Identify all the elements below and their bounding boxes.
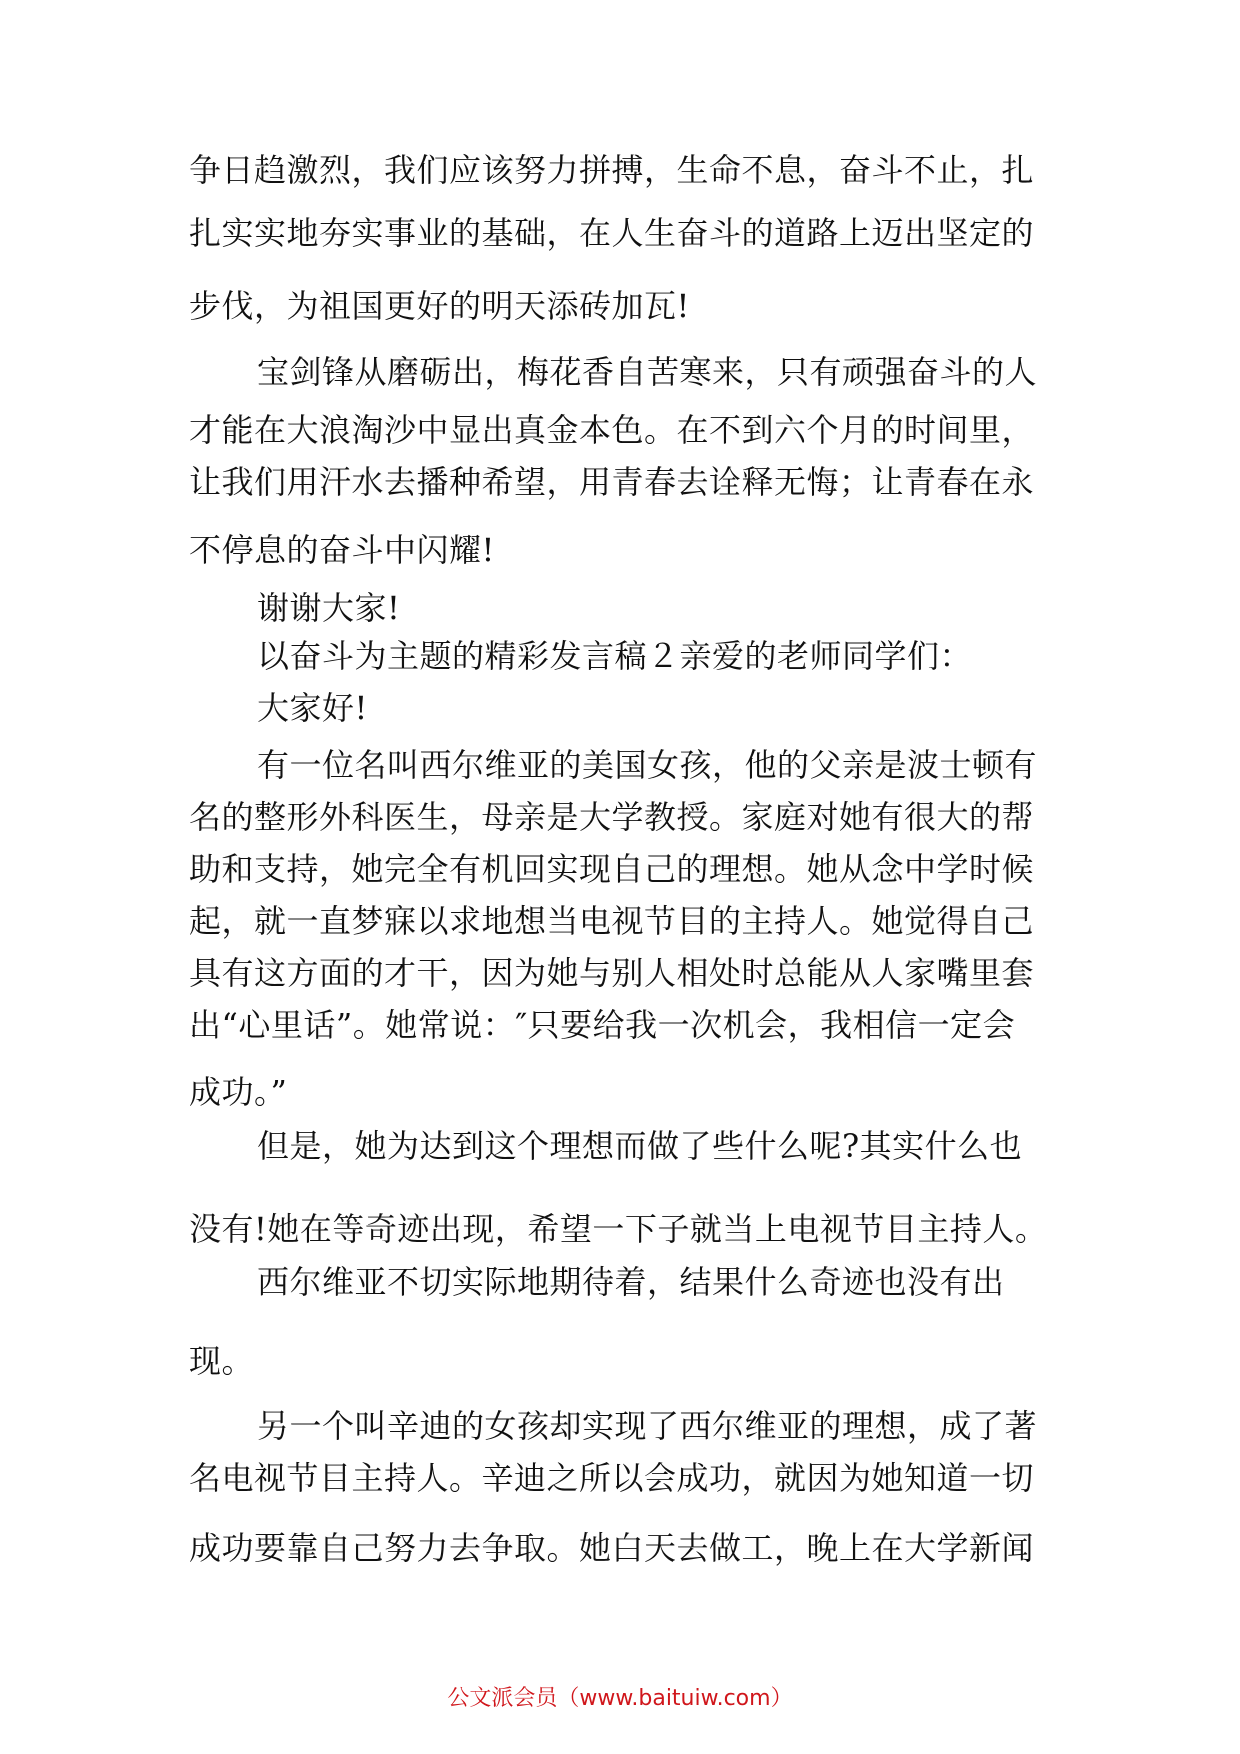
text-line: 不停息的奋斗中闪耀! — [189, 531, 495, 569]
text-line: 西尔维亚不切实际地期待着，结果什么奇迹也没有出 — [257, 1263, 1005, 1301]
text-line: 起，就一直梦寐以求地想当电视节目的主持人。她觉得自己 — [189, 902, 1035, 940]
text-line: 宝剑锋从磨砺出，梅花香自苦寒来，只有顽强奋斗的人 — [257, 353, 1038, 391]
text-line: 大家好! — [257, 689, 368, 727]
text-line: 但是，她为达到这个理想而做了些什么呢?其实什么也 — [257, 1127, 1023, 1165]
text-line: 没有!她在等奇迹出现，希望一下子就当上电视节目主持人。 — [189, 1210, 1048, 1248]
text-line: 谢谢大家! — [257, 589, 401, 627]
text-line: 成功。” — [189, 1073, 288, 1111]
text-line: 出“心里话”。她常说：″只要给我一次机会，我相信一定会 — [189, 1006, 1016, 1044]
text-line: 以奋斗为主题的精彩发言稿２亲爱的老师同学们： — [257, 637, 973, 675]
text-line: 让我们用汗水去播种希望，用青春去诠释无悔；让青春在永 — [189, 463, 1035, 501]
text-line: 争日趋激烈，我们应该努力拼搏，生命不息，奋斗不止，扎 — [189, 151, 1035, 189]
text-line: 名的整形外科医生，母亲是大学教授。家庭对她有很大的帮 — [189, 798, 1035, 836]
text-line: 具有这方面的才干，因为她与别人相处时总能从人家嘴里套 — [189, 954, 1035, 992]
text-line: 现。 — [189, 1342, 255, 1380]
text-line: 另一个叫辛迪的女孩却实现了西尔维亚的理想，成了著 — [257, 1407, 1038, 1445]
text-line: 步伐，为祖国更好的明天添砖加瓦! — [189, 287, 690, 325]
text-line: 才能在大浪淘沙中显出真金本色。在不到六个月的时间里， — [189, 411, 1035, 449]
text-line: 成功要靠自己努力去争取。她白天去做工，晚上在大学新闻 — [189, 1529, 1035, 1567]
text-line: 扎实实地夯实事业的基础，在人生奋斗的道路上迈出坚定的 — [189, 214, 1035, 252]
text-line: 助和支持，她完全有机回实现自己的理想。她从念中学时候 — [189, 850, 1035, 888]
text-line: 有一位名叫西尔维亚的美国女孩，他的父亲是波士顿有 — [257, 746, 1038, 784]
footer-watermark: 公文派会员（www.baituiw.com） — [447, 1686, 793, 1711]
text-line: 名电视节目主持人。辛迪之所以会成功，就因为她知道一切 — [189, 1459, 1035, 1497]
